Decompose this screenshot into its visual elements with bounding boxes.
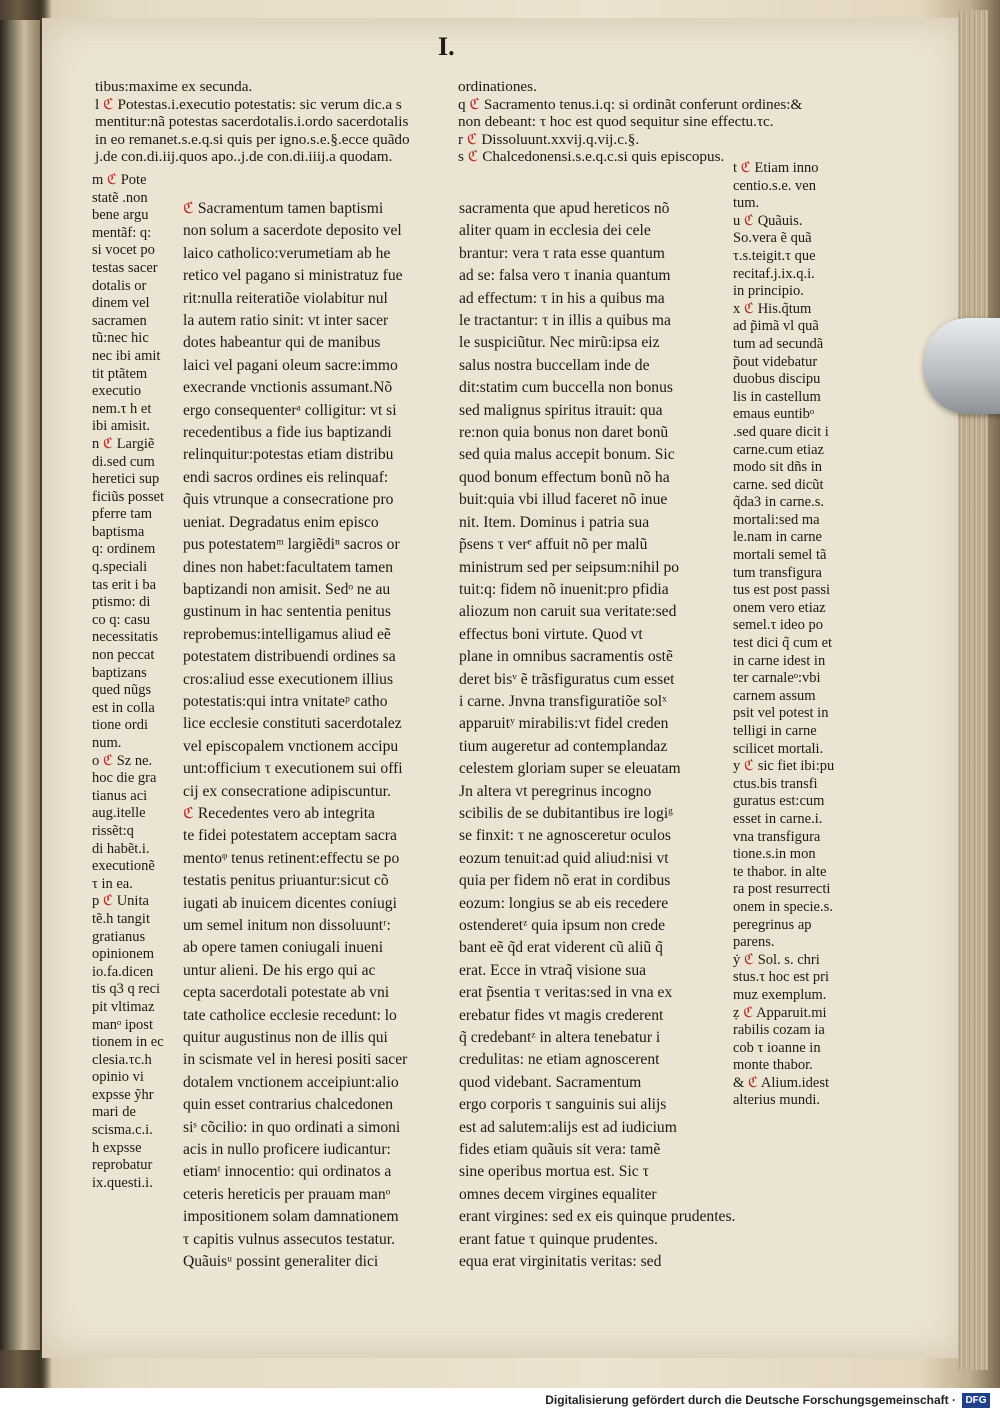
gloss-line: tit ptãtem [92, 365, 148, 382]
gloss-line: esset in carne.i. [733, 810, 823, 827]
text-line: endi sacros ordines eis relinquaf: [183, 468, 389, 486]
gloss-line: m ℭ Pote [92, 172, 147, 188]
text-line: siˢ cõcilio: in quo ordinati a simoni [183, 1118, 401, 1136]
text-line: le tractantur: τ in illis a quibus ma [459, 312, 671, 330]
gloss-line: pferre tam [92, 506, 152, 523]
text-line: dotalem vnctionem acceipiunt:alio [183, 1073, 399, 1091]
text-line: τ capitis vulnus assecutos testatur. [183, 1230, 395, 1248]
text-line: i carne. Jnvna transfiguratiõe solˣ [459, 692, 667, 710]
gloss-line: q: ordinem [92, 541, 156, 558]
gloss-line: parens. [733, 934, 775, 951]
text-line: erant fatue τ quinque prudentes. [459, 1230, 658, 1248]
gloss-line: ficiũs posset [92, 488, 165, 505]
text-line: quia per fidem nõ erat in cordibus [459, 872, 671, 890]
gloss-line: manᵒ ipost [92, 1016, 153, 1033]
gloss-line: carnem assum [733, 687, 816, 704]
gloss-line: tum. [733, 195, 760, 212]
funding-notice: Digitalisierung gefördert durch die Deutsche Forschungsgemeinschaft · [545, 1393, 956, 1407]
gloss-line: necessitatis [92, 629, 159, 646]
gloss-line: n ℭ Largiẽ [92, 435, 155, 452]
gloss-line: o ℭ Sz ne. [92, 752, 153, 769]
text-line: laico catholico:verumetiam ab he [183, 244, 391, 262]
text-line: quod bonum effectum bonũ nõ ha [459, 468, 670, 486]
margin-gloss-left [92, 172, 172, 1192]
gloss-line: ibi amisit. [92, 418, 150, 435]
gloss-line: di habẽt.i. [92, 840, 150, 857]
text-line: q̃ credebantᶻ in altera tenebatur i [459, 1029, 661, 1047]
text-line: j.de con.di.iij.quos apo..j.de con.di.iiij.a quodam. [95, 148, 393, 166]
text-line: ℭ Recedentes vero ab integrita [183, 804, 375, 822]
gloss-line: io.fa.dicen [92, 963, 154, 980]
text-line: eozum: longius se ab eis recedere [459, 894, 669, 912]
text-line: cros:aliud esse executionem illius [183, 670, 394, 688]
gloss-line: y ℭ sic fiet ibi:pu [733, 758, 835, 775]
rubric-mark: ℭ [743, 758, 755, 775]
gloss-line: tẽ.h tangit [92, 910, 150, 927]
text-line: le suspiciũtur. Nec mirũ:ipsa eiz [459, 334, 660, 352]
text-line: la autem ratio sinit: vt inter sacer [183, 312, 389, 330]
text-line: effectus boni virtute. Quod vt [459, 625, 643, 643]
text-line: nit. Item. Dominus i patria sua [459, 513, 650, 531]
text-line: impositionem solam damnationem [183, 1208, 399, 1226]
text-line: l ℭ Potestas.i.executio potestatis: sic verum dic.a s [95, 95, 402, 113]
text-line: recedentibus a fide ius baptizandi [183, 424, 392, 442]
gloss-line: ra post resurrecti [733, 881, 831, 898]
gloss-line: centio.s.e. ven [733, 177, 816, 194]
gloss-line: tione.s.in mon [733, 846, 816, 863]
gloss-line: est in colla [92, 699, 155, 716]
text-line: Jn altera vt peregrinus incogno [459, 782, 652, 800]
text-line: gustinum in hac sententia penitus [183, 603, 391, 621]
text-line: quitur augustinus non de illis qui [183, 1029, 388, 1047]
gloss-line: & ℭ Alium.idest [733, 1074, 830, 1091]
gloss-line: q.speciali [92, 559, 148, 576]
text-line: ueniat. Degradatus enim episco [183, 513, 379, 531]
text-line: ordinationes. [458, 78, 537, 95]
text-line: tuit:q: fidem nõ inuenit:pro pfidia [459, 580, 669, 598]
text-line: aliter quam in ecclesia dei cele [459, 222, 651, 240]
text-line: mentitur:nã potestas sacerdotalis.i.ordo sacerdotalis [95, 113, 409, 131]
text-line: salus nostra buccellam inde de [459, 356, 650, 374]
rubric-mark: ℭ [103, 95, 114, 113]
main-text-column-b [459, 198, 736, 1274]
gloss-line: tione ordi [92, 717, 148, 734]
gloss-line: test dici q̃ cum et [733, 635, 833, 652]
rubric-mark: ℭ [102, 893, 114, 910]
gloss-line: h expsse [92, 1139, 142, 1156]
gloss-line: tus est post passi [733, 582, 831, 599]
text-line: cij ex consecratione adipiscuntur. [183, 782, 391, 800]
gloss-line: pit vltimaz [92, 998, 155, 1015]
gloss-line: testas sacer [92, 259, 158, 276]
text-line: um semel initum non dissoluuntʳ: [183, 917, 391, 934]
gloss-line: telligi in carne [733, 723, 817, 739]
text-line: non debeant: τ hoc est quod sequitur sine effectu.τc. [458, 113, 774, 131]
text-line: erant virgines: sed ex eis quinque prudentes. [459, 1208, 736, 1226]
gloss-line: τ in ea. [92, 875, 133, 892]
gloss-line: semel.τ ideo po [733, 617, 823, 634]
rubric-mark: ℭ [102, 752, 114, 769]
text-line: potestatis:qui intra vnitateᵖ catho [183, 692, 388, 710]
gloss-line: reprobatur [92, 1157, 153, 1174]
gloss-line: di.sed cum [92, 453, 155, 470]
text-line: credulitas: ne etiam agnoscerent [459, 1051, 660, 1069]
top-gloss-left [95, 78, 440, 166]
text-line: eozum tenuit:ad quid aliud:nisi vt [459, 849, 669, 867]
text-line: scibilis de se dubitantibus ire logiᵍ [459, 804, 673, 822]
gloss-line: aug.itelle [92, 805, 146, 822]
gloss-line: x ℭ His.q̃tum [733, 300, 812, 317]
text-line: bant eẽ q̃d erat viderent cũ aliũ q̃ [459, 939, 663, 957]
gloss-line: ter carnaleᵒ:vbi [733, 670, 821, 687]
rubric-mark: ℭ [743, 300, 755, 317]
text-line: mentoᵠ tenus retinent:effectu se po [183, 849, 400, 867]
text-line: relinquitur:potestas etiam distribu [183, 446, 394, 464]
rubric-mark: ℭ [743, 951, 755, 968]
top-gloss-right [458, 78, 848, 166]
gloss-line: q̃da3 in carne.s. [733, 494, 824, 511]
gloss-line: nec ibi amit [92, 347, 161, 364]
text-line: equa erat virginitatis veritas: sed [459, 1253, 662, 1271]
text-line: execrande vnctionis assumant.Nõ [183, 379, 393, 397]
rubric-mark: ℭ [183, 200, 194, 217]
gloss-line: p ℭ Unita [92, 893, 149, 910]
rubric-mark: ℭ [183, 804, 194, 822]
gloss-line: nem.τ h et [92, 400, 152, 417]
text-line: apparuitʸ mirabilis:vt fidel creden [459, 715, 669, 733]
gloss-line: ptismo: di [92, 594, 151, 611]
gloss-line: num. [92, 735, 122, 751]
text-line: etiamᵗ innocentio: qui ordinatos a [183, 1163, 392, 1181]
text-line: acis in nullo proficere iudicantur: [183, 1141, 391, 1159]
gloss-line: gratianus [92, 928, 146, 945]
text-line: pus potestatemᵐ largiẽdiⁿ sacros or [183, 536, 400, 554]
text-line: omnes decem virgines equaliter [459, 1185, 657, 1203]
text-line: tium augeretur ad contemplandaz [459, 737, 668, 755]
gloss-line: onem in specie.s. [733, 898, 833, 915]
gloss-line: sacramen [92, 312, 147, 329]
gloss-line: peregrinus ap [733, 916, 812, 933]
gloss-line: heretici sup [92, 471, 160, 488]
rubric-mark: ℭ [102, 435, 114, 452]
text-line: sed malignus spiritus itrauit: qua [459, 401, 663, 419]
gloss-line: clesia.τc.h [92, 1051, 152, 1068]
text-line: non solum a sacerdote deposito vel [183, 222, 402, 240]
text-line: in scismate vel in heresi positi sacer [183, 1051, 408, 1069]
gloss-line: duobus discipu [733, 371, 821, 388]
gloss-line: mentãf: q: [92, 224, 152, 241]
gloss-line: executionẽ [92, 858, 155, 875]
text-line: quin esset contrarius chalcedonen [183, 1096, 394, 1114]
text-line: ergo corporis τ sanguinis sui alijs [459, 1096, 667, 1114]
gloss-line: executio [92, 383, 142, 400]
text-line: dit:statim cum buccella non bonus [459, 379, 673, 397]
text-line: brantur: vera τ rata esse quantum [459, 244, 665, 262]
text-line: cepta sacerdotali potestate ab vni [183, 984, 390, 1002]
gloss-line: baptisma [92, 523, 145, 540]
rubric-mark: ℭ [740, 160, 751, 176]
gloss-line: ad p̃imã vl quã [733, 318, 819, 335]
text-line: erat. Ecce in vtraq̃ visione sua [459, 961, 647, 979]
text-line: retico vel pagano si ministratuz fue [183, 267, 403, 285]
main-text-column-a [183, 198, 445, 1274]
text-line: se finxit: τ ne agnosceretur oculos [459, 827, 671, 845]
gloss-line: .sed quare dicit i [733, 423, 829, 440]
rubric-mark: ℭ [469, 95, 481, 113]
gloss-line: ẏ ℭ Sol. s. chri [733, 951, 820, 968]
text-line: celestem gloriam super se eleuatam [459, 760, 681, 778]
text-line: Quãuisᵘ possint generaliter dici [183, 1253, 379, 1271]
text-line: testatis penitus priuantur:sicut cõ [183, 872, 389, 890]
text-line: q̃uis vtrunque a consecratione pro [183, 491, 394, 509]
gloss-line: alterius mundi. [733, 1092, 820, 1109]
gloss-line: tionem in ec [92, 1034, 164, 1051]
gloss-line: statẽ .non [92, 189, 148, 206]
text-line: ab opere tamen coniugali inueni [183, 939, 384, 957]
text-line: vel episcopalem vnctionem accipu [183, 737, 399, 755]
gloss-line: onem vero etiaz [733, 599, 826, 616]
text-line: lice ecclesie constituti sacerdotalez [183, 715, 402, 733]
gloss-line: le.nam in carne [733, 529, 822, 546]
text-line: erebatur fides vt magis crederent [459, 1006, 664, 1024]
dfg-logo: DFG [962, 1393, 990, 1408]
margin-gloss-right [733, 160, 848, 1110]
text-line: te fidei potestatem acceptam sacra [183, 827, 397, 845]
text-line: rit:nulla reiteratiõe violabitur nul [183, 289, 388, 307]
footer-bar [0, 1388, 1000, 1414]
text-line: deret bisᵛ ẽ trãsfiguratus cum esset [459, 670, 675, 688]
gloss-line: So.vera ẽ quã [733, 230, 812, 247]
gloss-line: lis in castellum [733, 388, 821, 405]
gloss-line: scisma.c.i. [92, 1122, 153, 1139]
text-line: s ℭ Chalcedonensi.s.e.q.c.si quis episcopus. [458, 148, 725, 166]
text-line: ad effectum: τ in his a quibus ma [459, 289, 665, 307]
gloss-line: modo sit dñs in [733, 459, 823, 476]
text-line: ergo consequenterᵃ colligitur: vt si [183, 401, 397, 419]
gloss-line: bene argu [92, 207, 149, 224]
gloss-line: stus.τ hoc est pri [733, 969, 830, 986]
text-line: sed quia malus accepit bonum. Sic [459, 446, 675, 464]
gloss-line: non peccat [92, 647, 155, 664]
text-line: r ℭ Dissoluunt.xxvij.q.vij.c.§. [458, 130, 640, 148]
gloss-line: co q: casu [92, 611, 150, 628]
text-line: unt:officium τ executionem sui offi [183, 760, 403, 778]
text-line: ministrum sed per seipsum:nihil po [459, 558, 680, 576]
text-line: laici vel pagani oleum sacre:immo [183, 356, 398, 374]
gloss-line: tum transfigura [733, 564, 822, 581]
text-line: buit:quia vbi illud faceret nõ inue [459, 491, 668, 509]
gloss-line: p̃out videbatur [733, 353, 818, 370]
rubric-mark: ℭ [743, 212, 755, 229]
text-line: ceteris hereticis per prauam manᵒ [183, 1185, 391, 1203]
gloss-line: tas erit i ba [92, 576, 157, 593]
gloss-line: hoc die gra [92, 770, 157, 787]
text-line: untur alieni. De his ergo qui ac [183, 961, 376, 979]
rubric-mark: ℭ [467, 148, 479, 166]
text-line: quod videbant. Sacramentum [459, 1073, 642, 1091]
gloss-line: rabilis cozam ia [733, 1022, 825, 1039]
gloss-line: ix.questi.i. [92, 1174, 153, 1191]
text-line: reprobemus:intelligamus aliud eẽ [183, 625, 391, 643]
gloss-line: psit vel potest in [733, 705, 829, 722]
gloss-line: tis q3 q reci [92, 981, 161, 998]
text-line: est ad salutem:alijs est ad iudicium [459, 1118, 677, 1136]
text-line: fides etiam quãuis sit vera: tamẽ [459, 1141, 661, 1159]
text-line: tate catholice ecclesie recedunt: lo [183, 1006, 397, 1024]
right-page-edges [958, 10, 988, 1370]
text-line: erat p̃sentia τ veritas:sed in vna ex [459, 984, 673, 1002]
text-line: tibus:maxime ex secunda. [95, 78, 253, 95]
gloss-line: carne. sed dicũt [733, 476, 824, 493]
gloss-line: tianus aci [92, 787, 148, 804]
gloss-line: vna transfigura [733, 828, 821, 845]
gloss-line: recitaf.j.ix.q.i. [733, 265, 815, 282]
text-line: in eo remanet.s.e.q.si quis per igno.s.e.§.ecce quãdo [95, 130, 410, 148]
gloss-line: mortali:sed ma [733, 511, 820, 528]
gloss-line: tum ad secundã [733, 335, 824, 352]
folio-number: I. [438, 32, 455, 61]
rubric-mark: ℭ [466, 130, 478, 148]
text-line: sacramenta que apud hereticos nõ [459, 200, 670, 217]
gloss-line: mari de [92, 1104, 136, 1121]
gloss-line: tũ:nec hic [92, 330, 149, 347]
gloss-line: qued nũgs [92, 682, 152, 699]
gloss-line: t ℭ Etiam inno [733, 160, 819, 176]
text-line: ostenderetᶻ quia ipsum non crede [459, 917, 666, 934]
gloss-line: te thabor. in alte [733, 863, 827, 880]
text-line: iugati ab inuicem dicentes coniugi [183, 894, 397, 912]
rubric-mark: ℭ [747, 1074, 759, 1091]
text-line: plane in omnibus sacramentis ostẽ [459, 648, 673, 666]
text-line: potestatem distribuendi ordines sa [183, 648, 396, 666]
text-line: q ℭ Sacramento tenus.i.q: si ordinãt conferunt ordines:& [458, 95, 803, 113]
gloss-line: monte thabor. [733, 1057, 813, 1074]
gloss-line: τ.s.teigit.τ que [733, 247, 816, 264]
gloss-line: in principio. [733, 283, 804, 300]
gloss-line: opinionem [92, 946, 155, 963]
gloss-line: ctus.bis transfi [733, 775, 818, 792]
gloss-line: emaus euntibᵒ [733, 406, 815, 423]
gloss-line: baptizans [92, 664, 147, 681]
gloss-line: ẓ ℭ Apparuit.mi [733, 1004, 827, 1021]
text-line: dines non habet:facultatem tamen [183, 558, 394, 576]
text-line: aliozum non caruit sua veritate:sed [459, 603, 677, 621]
gloss-line: opinio vi [92, 1069, 144, 1086]
gloss-line: scilicet mortali. [733, 740, 824, 757]
text-line: re:non quia bonus non daret bonũ [459, 424, 669, 442]
gloss-line: expsse ỹhr [92, 1086, 154, 1103]
rubric-mark: ℭ [743, 1004, 754, 1021]
gloss-line: rissẽt:q [92, 822, 134, 839]
gloss-line: mortali semel tã [733, 547, 827, 564]
gloss-line: si vocet po [92, 242, 155, 259]
text-line: baptizandi non amisit. Sedᵒ ne au [183, 580, 391, 598]
text-line: dotes habeantur qui de manibus [183, 334, 381, 352]
text-line: ad se: falsa vero τ inania quantum [459, 267, 671, 285]
text-line: ℭ Sacramentum tamen baptismi [183, 200, 384, 217]
gloss-line: dinem vel [92, 295, 150, 312]
gloss-line: guratus est:cum [733, 793, 825, 810]
left-page-edge [0, 20, 40, 1350]
rubric-mark: ℭ [106, 172, 118, 188]
gloss-line: dotalis or [92, 277, 147, 294]
text-line: sine operibus mortua est. Sic τ [459, 1163, 649, 1181]
text-line: p̃sens τ verᵉ affuit nõ per malũ [459, 536, 648, 554]
gloss-line: carne.cum etiaz [733, 441, 824, 458]
gloss-line: in carne idest in [733, 652, 826, 669]
gloss-line: u ℭ Quãuis. [733, 212, 803, 229]
page-clip [924, 318, 1000, 414]
gloss-line: cob τ ioanne in [733, 1039, 821, 1056]
gloss-line: muz exemplum. [733, 986, 827, 1003]
